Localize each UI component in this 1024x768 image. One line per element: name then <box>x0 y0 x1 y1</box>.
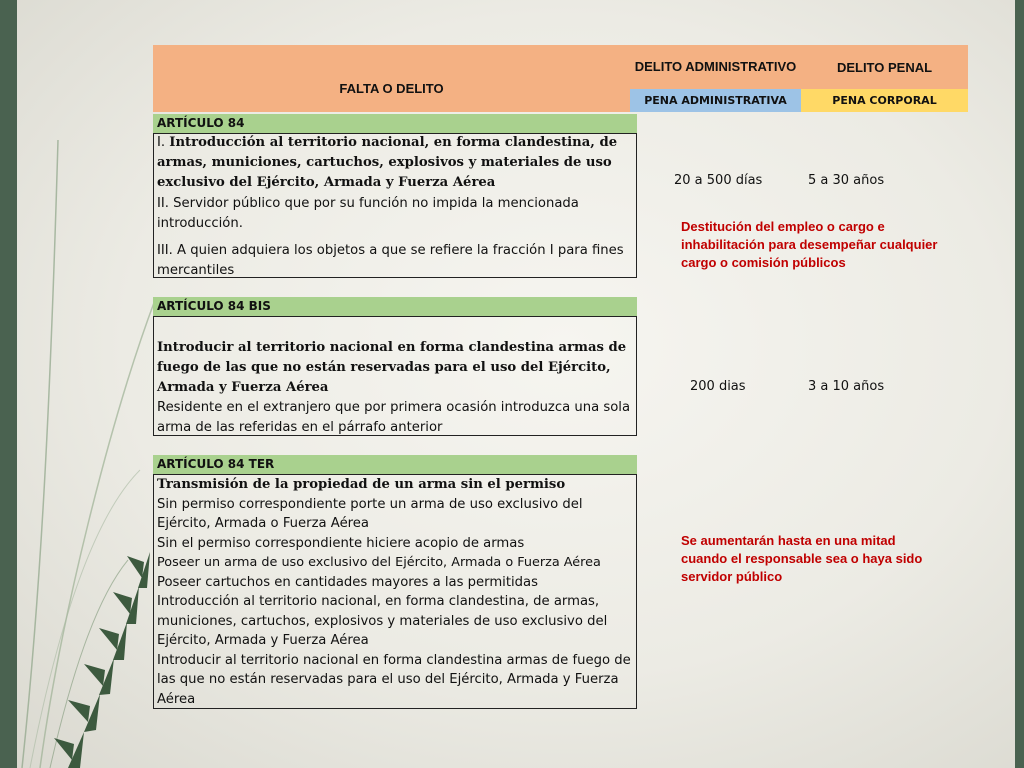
article-84-title: ARTÍCULO 84 <box>153 114 637 133</box>
article-84-bis-admin-penalty: 200 dias <box>690 379 746 394</box>
subheader-pena-administrativa: PENA ADMINISTRATIVA <box>630 89 801 112</box>
article-84-ter-note: Se aumentarán hasta en una mitad cuando el responsable sea o haya sido servidor público <box>681 533 923 584</box>
article-84-ter-box <box>153 474 637 709</box>
article-84-ter-item-6: Introducción al territorio nacional, en forma clandestina, de armas, municiones, cartuchos, explosivos y materiales de uso exclusivo del Ejército, Armada y Fuerza Aérea <box>157 594 608 648</box>
article-84-ter-item-7: Introducir al territorio nacional en forma clandestina armas de fuego de las que no están reservadas para el uso del Ejército, Armada y Fuerza Aérea <box>157 652 631 707</box>
article-84-fraction-2: II. Servidor público que por su función no impida la mencionada introducción. <box>157 196 579 231</box>
header-falta-o-delito: FALTA O DELITO <box>153 45 630 112</box>
article-84-note: Destitución del empleo o cargo e inhabilitación para desempeñar cualquier cargo o comisión públicos <box>681 219 938 270</box>
article-84-bis-item-2: Residente en el extranjero que por primera ocasión introduzca una sola arma de las referidas en el párrafo anterior <box>157 400 631 435</box>
subheader-pena-corporal: PENA CORPORAL <box>801 89 968 112</box>
article-84-admin-penalty: 20 a 500 días <box>674 173 763 188</box>
article-84-bis-item-1: Introducir al territorio nacional en forma clandestina armas de fuego de las que no están reservadas para el uso del Ejército, Armada y Fuerza Aérea <box>157 340 627 395</box>
article-84-fraction-3: III. A quien adquiera los objetos a que se refiere la fracción I para fines mercantiles <box>157 243 624 278</box>
article-84-ter-item-2: Sin permiso correspondiente porte un arma de uso exclusivo del Ejército, Armada o Fuerza Aérea <box>157 496 583 531</box>
article-84-ter-item-3: Sin el permiso correspondiente hiciere acopio de armas <box>157 535 525 551</box>
grass-decoration <box>0 0 160 768</box>
article-84-bis-box <box>153 316 637 436</box>
article-84-bis-title: ARTÍCULO 84 BIS <box>153 297 637 316</box>
article-84-ter-title: ARTÍCULO 84 TER <box>153 455 637 474</box>
article-84-fraction-1: Introducción al territorio nacional, en forma clandestina, de armas, municiones, cartuchos, explosivos y materiales de uso exclusivo del Ejército, Armada y Fuerza Aérea <box>157 135 618 190</box>
header-delito-administrativo: DELITO ADMINISTRATIVO <box>630 45 801 89</box>
header-delito-penal: DELITO PENAL <box>801 45 968 89</box>
right-decorative-band <box>1015 0 1024 768</box>
article-84-bis-penal-penalty: 3 a 10 años <box>808 379 885 394</box>
article-84-penal-penalty: 5 a 30 años <box>808 173 885 188</box>
article-84-ter-item-5: Poseer cartuchos en cantidades mayores a las permitidas <box>157 574 539 590</box>
article-84-ter-item-4: Poseer un arma de uso exclusivo del Ejército, Armada o Fuerza Aérea <box>157 555 601 570</box>
article-84-box <box>153 133 637 278</box>
article-84-fraction-1-prefix: I. <box>157 135 170 150</box>
article-84-ter-item-1: Transmisión de la propiedad de un arma sin el permiso <box>157 477 566 492</box>
